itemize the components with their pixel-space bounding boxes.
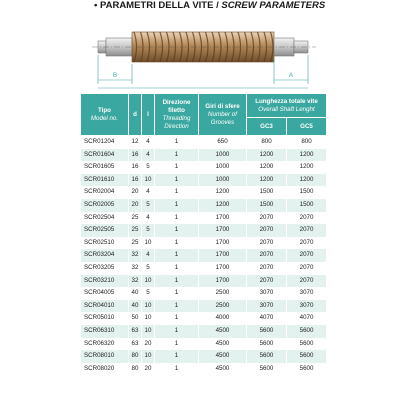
header-l: l [142,94,155,136]
gc3-cell: 3070 [247,287,287,300]
grooves-cell: 2500 [199,287,247,300]
direction-cell: 1 [155,237,199,250]
gc5-cell: 2070 [287,224,327,237]
table-row [81,212,327,225]
table-row [81,287,327,300]
gc5-cell: 5600 [287,325,327,338]
gc3-cell: 2070 [247,275,287,288]
gc5-cell: 5600 [287,350,327,363]
gc3-cell: 5600 [247,338,287,351]
model-cell: SCR01605 [81,161,129,174]
d-cell: 16 [129,174,142,187]
header-gc5: GC5 [287,118,327,136]
gc5-cell: 1500 [287,186,327,199]
model-cell: SCR06310 [81,325,129,338]
l-cell: 10 [142,350,155,363]
direction-cell: 1 [155,199,199,212]
gc5-cell: 3070 [287,300,327,313]
model-cell: SCR03210 [81,275,129,288]
gc5-cell: 1200 [287,161,327,174]
dimension-label-a: A [288,73,294,79]
gc3-cell: 3070 [247,300,287,313]
gc5-cell: 5600 [287,338,327,351]
gc5-cell: 800 [287,136,327,149]
direction-cell: 1 [155,363,199,376]
gc5-cell: 2070 [287,237,327,250]
gc3-cell: 2070 [247,224,287,237]
screw-parameters-table [80,93,327,375]
table-row [81,262,327,275]
d-cell: 63 [129,338,142,351]
title-italic: SCREW PARAMETERS [221,0,326,11]
gc5-cell: 2070 [287,262,327,275]
grooves-cell: 4500 [199,338,247,351]
l-cell: 5 [142,224,155,237]
gc5-cell: 1200 [287,149,327,162]
direction-cell: 1 [155,136,199,149]
grooves-cell: 1000 [199,161,247,174]
l-cell: 10 [142,312,155,325]
gc3-cell: 1200 [247,161,287,174]
l-cell: 5 [142,161,155,174]
direction-cell: 1 [155,161,199,174]
d-cell: 20 [129,186,142,199]
l-cell: 10 [142,325,155,338]
model-cell: SCR04010 [81,300,129,313]
d-cell: 50 [129,312,142,325]
table-row [81,275,327,288]
direction-cell: 1 [155,287,199,300]
grooves-cell: 1700 [199,262,247,275]
l-cell: 4 [142,149,155,162]
gc5-cell: 1200 [287,174,327,187]
grooves-cell: 4500 [199,350,247,363]
d-cell: 32 [129,262,142,275]
gc3-cell: 2070 [247,212,287,225]
model-cell: SCR02005 [81,199,129,212]
direction-cell: 1 [155,212,199,225]
direction-cell: 1 [155,174,199,187]
gc5-cell: 2070 [287,212,327,225]
direction-cell: 1 [155,149,199,162]
table-row [81,312,327,325]
d-cell: 63 [129,325,142,338]
header-grooves: Giri di sfere Number of Grooves [199,94,247,136]
l-cell: 10 [142,275,155,288]
direction-cell: 1 [155,338,199,351]
grooves-cell: 1700 [199,237,247,250]
table-row [81,350,327,363]
d-cell: 25 [129,212,142,225]
section-title [94,0,325,12]
grooves-cell: 4500 [199,363,247,376]
header-length: Lunghezza totale vite Overall Shaft Lenght [247,94,327,118]
gc3-cell: 5600 [247,325,287,338]
d-cell: 40 [129,300,142,313]
grooves-cell: 1700 [199,212,247,225]
table-row [81,161,327,174]
model-cell: SCR02505 [81,224,129,237]
model-cell: SCR05010 [81,312,129,325]
d-cell: 16 [129,149,142,162]
table-row [81,237,327,250]
l-cell: 4 [142,212,155,225]
table-row [81,224,327,237]
gc5-cell: 4070 [287,312,327,325]
d-cell: 25 [129,224,142,237]
direction-cell: 1 [155,300,199,313]
l-cell: 10 [142,300,155,313]
table-row [81,199,327,212]
grooves-cell: 1700 [199,275,247,288]
d-cell: 20 [129,199,142,212]
model-cell: SCR04005 [81,287,129,300]
gc5-cell: 5600 [287,363,327,376]
table-row [81,325,327,338]
model-cell: SCR02504 [81,212,129,225]
direction-cell: 1 [155,350,199,363]
l-cell: 4 [142,136,155,149]
d-cell: 32 [129,249,142,262]
direction-cell: 1 [155,275,199,288]
table-row [81,300,327,313]
model-cell: SCR08020 [81,363,129,376]
header-direction: Direzione filetto Threading Direction [155,94,199,136]
d-cell: 40 [129,287,142,300]
gc5-cell: 3070 [287,287,327,300]
table-row [81,338,327,351]
direction-cell: 1 [155,312,199,325]
l-cell: 5 [142,262,155,275]
table-row [81,363,327,376]
l-cell: 4 [142,249,155,262]
dimension-label-b: B [112,73,118,79]
title-prefix: • PARAMETRI DELLA VITE / [94,0,222,11]
gc5-cell: 2070 [287,249,327,262]
direction-cell: 1 [155,262,199,275]
gc3-cell: 2070 [247,237,287,250]
model-cell: SCR01204 [81,136,129,149]
table-row [81,136,327,149]
direction-cell: 1 [155,186,199,199]
grooves-cell: 4500 [199,325,247,338]
gc3-cell: 1500 [247,199,287,212]
model-cell: SCR02004 [81,186,129,199]
direction-cell: 1 [155,249,199,262]
d-cell: 25 [129,237,142,250]
model-cell: SCR01610 [81,174,129,187]
grooves-cell: 1000 [199,149,247,162]
grooves-cell: 1000 [199,174,247,187]
d-cell: 80 [129,350,142,363]
d-cell: 80 [129,363,142,376]
gc3-cell: 4070 [247,312,287,325]
header-gc3: GC3 [247,118,287,136]
model-cell: SCR03205 [81,262,129,275]
l-cell: 10 [142,237,155,250]
grooves-cell: 1200 [199,199,247,212]
model-cell: SCR08010 [81,350,129,363]
grooves-cell: 650 [199,136,247,149]
gc3-cell: 5600 [247,350,287,363]
l-cell: 10 [142,174,155,187]
gc3-cell: 1200 [247,149,287,162]
l-cell: 4 [142,186,155,199]
l-cell: 20 [142,363,155,376]
gc3-cell: 5600 [247,363,287,376]
header-d: d [129,94,142,136]
grooves-cell: 1700 [199,249,247,262]
header-model: Tipo Model no. [81,94,129,136]
gc3-cell: 800 [247,136,287,149]
grooves-cell: 2500 [199,300,247,313]
direction-cell: 1 [155,224,199,237]
l-cell: 5 [142,287,155,300]
d-cell: 12 [129,136,142,149]
d-cell: 32 [129,275,142,288]
grooves-cell: 4000 [199,312,247,325]
model-cell: SCR03204 [81,249,129,262]
grooves-cell: 1200 [199,186,247,199]
screw-drawing [84,14,324,94]
gc3-cell: 1200 [247,174,287,187]
gc5-cell: 2070 [287,275,327,288]
l-cell: 5 [142,199,155,212]
direction-cell: 1 [155,325,199,338]
table-row [81,174,327,187]
gc3-cell: 2070 [247,262,287,275]
l-cell: 20 [142,338,155,351]
table-row [81,186,327,199]
gc5-cell: 1500 [287,199,327,212]
model-cell: SCR02510 [81,237,129,250]
d-cell: 16 [129,161,142,174]
gc3-cell: 2070 [247,249,287,262]
gc3-cell: 1500 [247,186,287,199]
table-row [81,149,327,162]
model-cell: SCR01604 [81,149,129,162]
grooves-cell: 1700 [199,224,247,237]
model-cell: SCR06320 [81,338,129,351]
table-row [81,249,327,262]
